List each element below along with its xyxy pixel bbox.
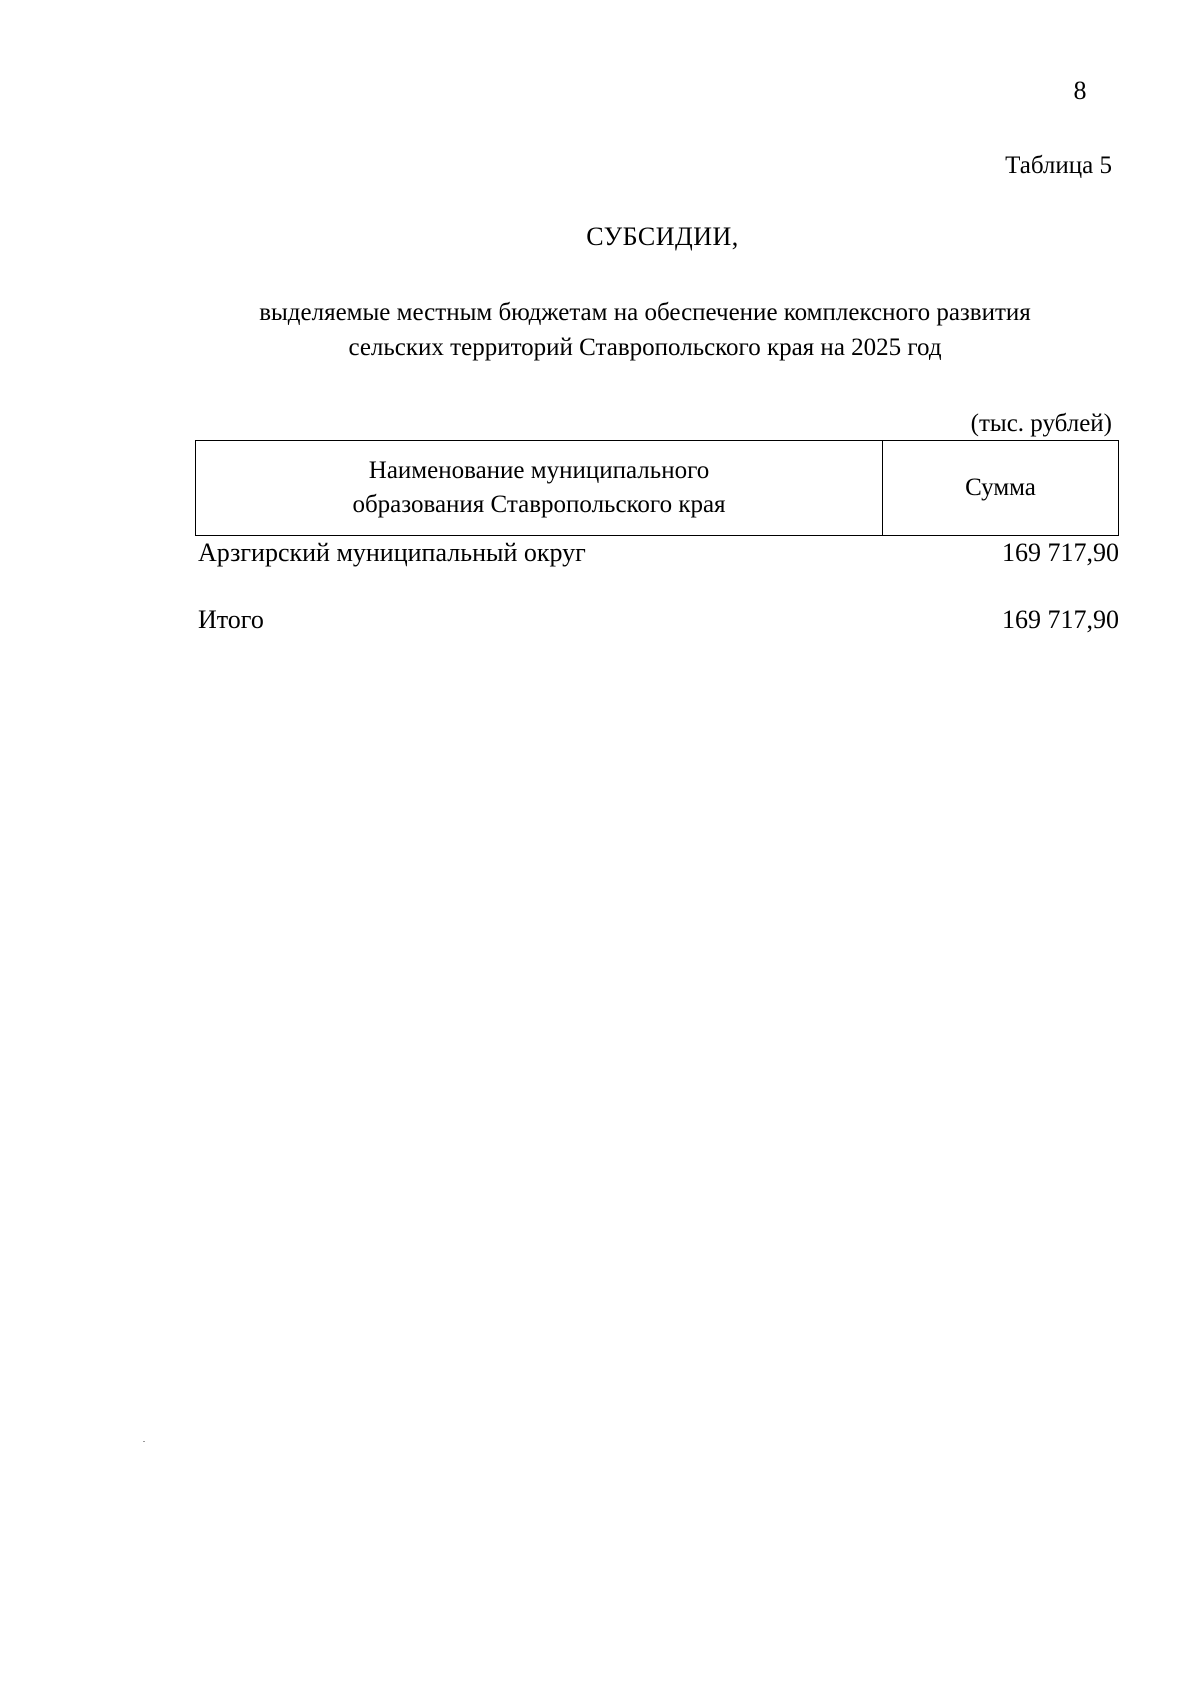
column-header-name-line-1: Наименование муниципального — [368, 457, 710, 484]
table-header — [195, 440, 1119, 536]
row-amount: 169 717,90 — [1002, 538, 1119, 567]
subtitle-line-1: выделяемые местным бюджетам на обеспечение комплексного развития — [259, 299, 1031, 326]
page-number: 8 — [1073, 76, 1087, 105]
document-title: СУБСИДИИ, — [586, 222, 739, 251]
column-header-name-line-2: образования Ставропольского края — [352, 491, 726, 518]
total-amount: 169 717,90 — [1002, 605, 1119, 634]
total-label: Итого — [198, 605, 264, 634]
scan-speck — [143, 1441, 145, 1442]
document-subtitle — [180, 295, 1110, 365]
column-header-sum: Сумма — [965, 474, 1036, 501]
table-label: Таблица 5 — [1005, 152, 1112, 179]
table-row — [198, 538, 1119, 568]
total-row — [198, 605, 1119, 635]
units-label: (тыс. рублей) — [970, 410, 1112, 437]
column-header-name — [196, 441, 883, 535]
row-municipality-name: Арзгирский муниципальный округ — [198, 538, 586, 567]
subtitle-line-2: сельских территорий Ставропольского края на 2025 год — [348, 334, 942, 361]
